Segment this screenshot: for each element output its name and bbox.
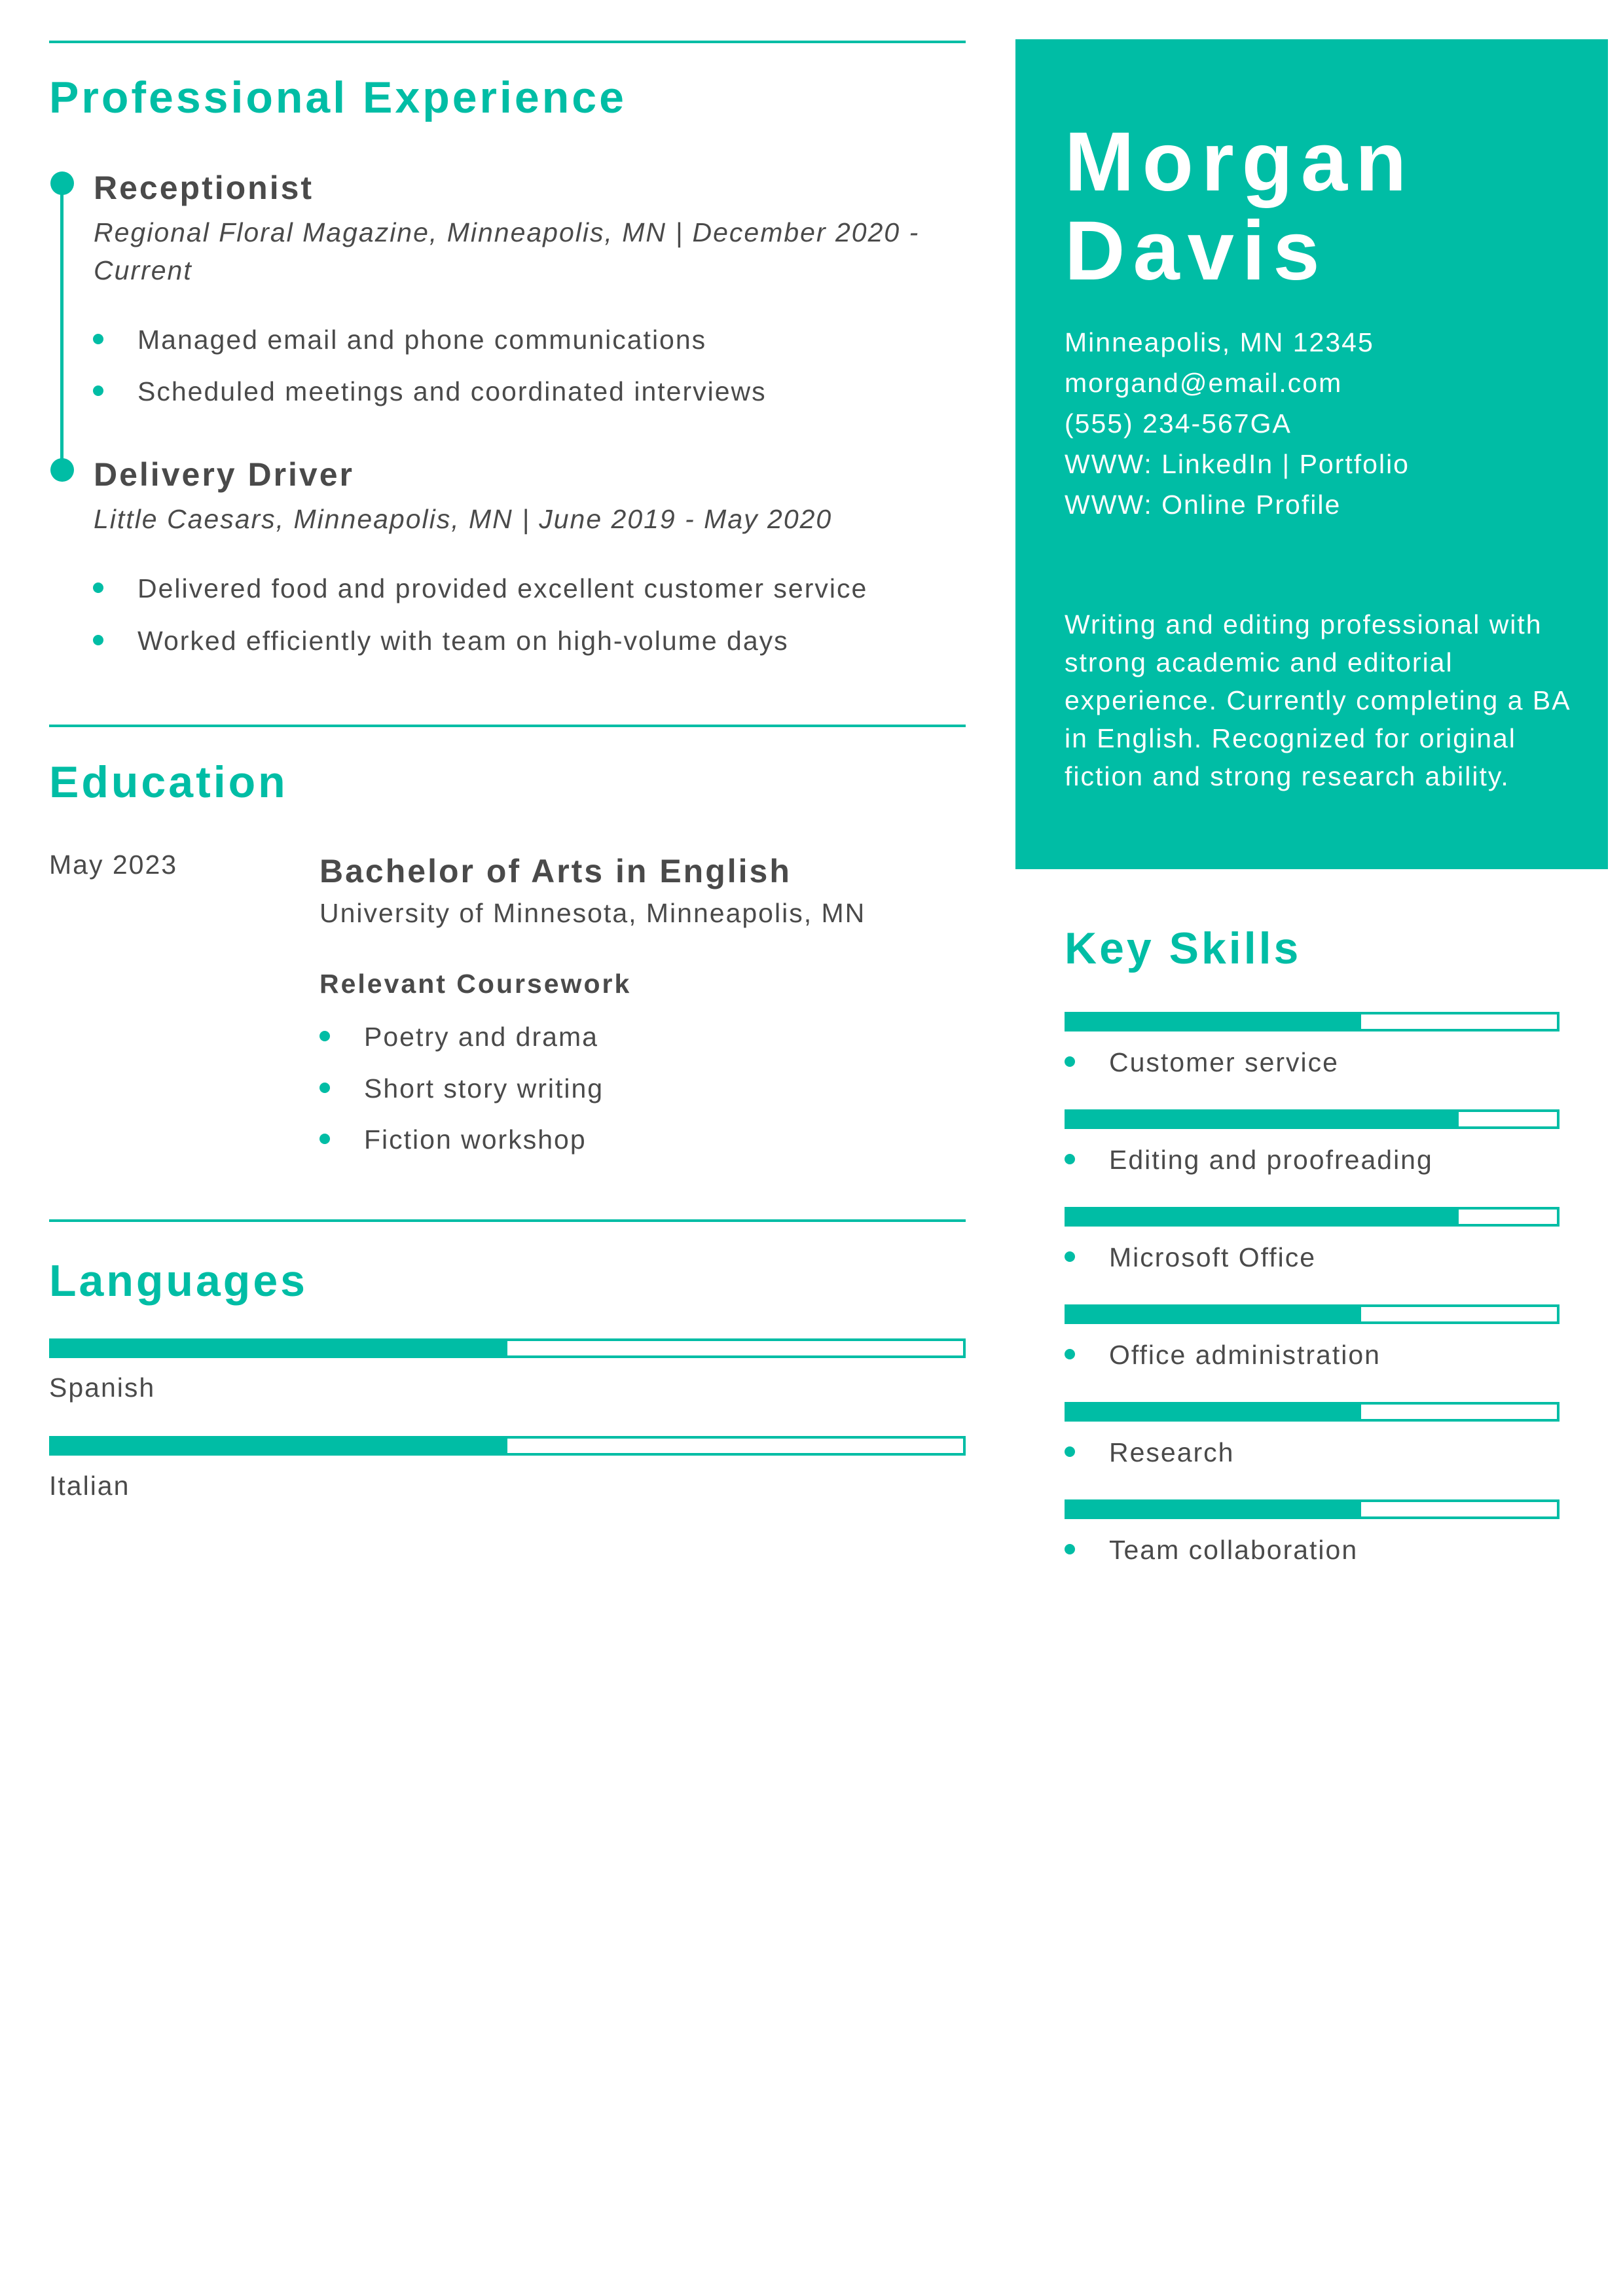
contact-profile[interactable]: WWW: Online Profile [1065, 490, 1341, 520]
job-meta [94, 500, 958, 538]
skill-name: Research [1109, 1437, 1234, 1468]
job-company: Regional Floral Magazine [94, 217, 429, 247]
skill-level-bar [1065, 1109, 1559, 1129]
list-item: Managed email and phone communications [137, 325, 706, 355]
skill-name: Customer service [1109, 1047, 1339, 1078]
section-divider [49, 1219, 966, 1222]
list-item: Fiction workshop [364, 1124, 587, 1155]
name-first: Morgan [1065, 115, 1415, 209]
language-level-bar [49, 1338, 966, 1358]
level-fill [52, 1439, 507, 1453]
languages-heading: Languages [49, 1256, 308, 1306]
bullet-icon [93, 583, 103, 593]
timeline-line [60, 182, 64, 470]
skill-level-bar [1065, 1499, 1559, 1519]
skill-level-bar [1065, 1012, 1559, 1031]
skill-name: Office administration [1109, 1340, 1381, 1371]
contact-links[interactable]: WWW: LinkedIn | Portfolio [1065, 449, 1410, 479]
bullet-icon [1065, 1349, 1075, 1359]
education-heading: Education [49, 757, 288, 807]
header-panel [1015, 39, 1608, 869]
bullet-icon [319, 1083, 330, 1093]
section-divider [49, 41, 966, 43]
language-name: Italian [49, 1471, 130, 1501]
candidate-name [1065, 115, 1415, 298]
bullet-icon [1065, 1154, 1075, 1164]
contact-address: Minneapolis, MN 12345 [1065, 327, 1374, 357]
job-location: , Minneapolis, MN [429, 217, 667, 247]
list-item: Poetry and drama [364, 1022, 598, 1052]
timeline-dot [50, 171, 74, 195]
education-date: May 2023 [49, 850, 178, 880]
job-dates: | June 2019 - May 2020 [513, 504, 833, 534]
job-company: Little Caesars [94, 504, 276, 534]
job-title: Delivery Driver [94, 456, 355, 493]
list-item: Worked efficiently with team on high-volume days [137, 626, 789, 656]
skill-level-bar [1065, 1304, 1559, 1324]
level-fill [1067, 1502, 1361, 1516]
skill-name: Team collaboration [1109, 1535, 1358, 1566]
list-item: Delivered food and provided excellent customer service [137, 573, 867, 604]
name-last: Davis [1065, 204, 1328, 298]
bullet-icon [319, 1134, 330, 1144]
bullet-icon [93, 386, 103, 396]
timeline-dot [50, 458, 74, 482]
contact-email[interactable]: morgand@email.com [1065, 368, 1343, 398]
skills-heading: Key Skills [1065, 924, 1302, 973]
contact-phone: (555) 234-567GA [1065, 408, 1292, 439]
school-name: University of Minnesota, Minneapolis, MN [319, 898, 866, 928]
skill-level-bar [1065, 1207, 1559, 1227]
summary-text: Writing and editing professional with strong academic and editorial experience. Currently completing a BA in English. Recognized for original fiction and strong research ability. [1065, 609, 1570, 791]
skill-name: Editing and proofreading [1109, 1145, 1433, 1175]
list-item: Short story writing [364, 1073, 604, 1104]
skill-level-bar [1065, 1402, 1559, 1422]
bullet-icon [1065, 1544, 1075, 1554]
list-item: Scheduled meetings and coordinated interviews [137, 376, 767, 407]
level-fill [1067, 1112, 1459, 1126]
degree-title: Bachelor of Arts in English [319, 853, 792, 889]
bullet-icon [93, 334, 103, 344]
bullet-icon [1065, 1056, 1075, 1067]
coursework-heading: Relevant Coursework [319, 969, 632, 999]
skill-name: Microsoft Office [1109, 1242, 1316, 1273]
level-fill [1067, 1210, 1459, 1224]
job-title: Receptionist [94, 170, 314, 206]
bullet-icon [1065, 1251, 1075, 1262]
section-divider [49, 725, 966, 727]
level-fill [1067, 1405, 1361, 1419]
language-name: Spanish [49, 1372, 156, 1403]
bullet-icon [1065, 1446, 1075, 1457]
job-meta [94, 213, 958, 289]
level-fill [1067, 1014, 1361, 1029]
level-fill [52, 1341, 507, 1355]
language-level-bar [49, 1436, 966, 1456]
experience-heading: Professional Experience [49, 73, 627, 122]
level-fill [1067, 1307, 1361, 1321]
job-dates: | December 2020 - Current [94, 217, 920, 285]
bullet-icon [93, 635, 103, 645]
bullet-icon [319, 1031, 330, 1041]
job-location: , Minneapolis, MN [276, 504, 513, 534]
